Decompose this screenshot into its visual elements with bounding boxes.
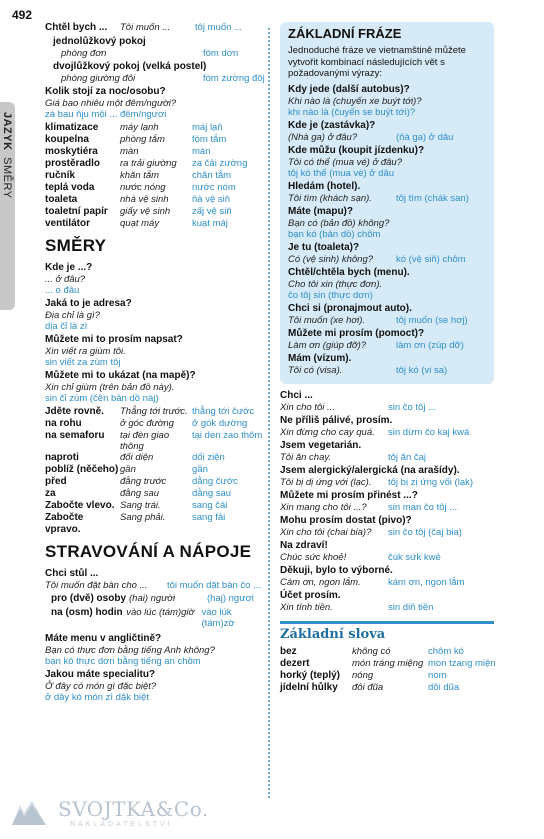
pronunciation: làm ơn (zúp dỡ) <box>396 339 464 351</box>
food-phrases-list <box>280 390 496 613</box>
publisher-name: SVOJTKA&Co. <box>58 797 209 821</box>
vietnamese-phrase: Ở đây có món gì đặc biệt? <box>45 681 157 692</box>
translation-row <box>280 577 496 588</box>
phrase-entry <box>45 86 265 120</box>
food-term-row <box>51 607 265 629</box>
czech-term: horký (teplý) <box>280 669 341 681</box>
vietnamese-term: ra trải giường <box>120 158 177 169</box>
czech-term: Jděte rovně. <box>45 406 104 417</box>
side-tab-text: SMĚRY <box>1 157 13 199</box>
pronunciation: bạn kó (bản dồ) chôm <box>288 228 381 240</box>
room-item-row <box>45 218 265 230</box>
vietnamese-term: máy lạnh <box>120 122 159 133</box>
vocab-row <box>280 670 496 682</box>
pronunciation: ňà vệ siň <box>192 194 231 205</box>
czech-term: naproti <box>45 452 79 463</box>
directions-heading: SMĚRY <box>45 236 107 255</box>
basic-phrase <box>288 206 486 240</box>
vietnamese-phrase: Bạn có (bản đồ) không? <box>288 217 390 229</box>
pronunciation: sin čo tôj (čaj bia) <box>388 526 462 538</box>
direction-term-row <box>45 406 265 418</box>
direction-term-row <box>45 500 265 512</box>
food-phrase <box>280 590 496 613</box>
direction-term-row <box>45 430 265 452</box>
translation-row <box>288 193 486 204</box>
translation-row <box>288 315 486 326</box>
czech-phrase: Můžete mi prosím (pomoct)? <box>288 327 425 339</box>
pronunciation: tôj muốn (se hơj) <box>396 314 468 326</box>
room-item-row <box>45 146 265 158</box>
vietnamese-term: nhà vệ sinh <box>120 194 169 205</box>
vocab-row <box>280 646 496 658</box>
pronunciation: (haj) ngươi <box>207 593 254 604</box>
czech-phrase: Jsem vegetarián. <box>280 439 362 451</box>
vietnamese-term: món tráng miệng <box>352 657 424 669</box>
pronunciation: sin diň tiền <box>388 601 434 613</box>
food-phrase <box>45 633 265 667</box>
czech-phrase: Jsem alergický/alergická (na arašídy). <box>280 464 460 476</box>
pronunciation: sang čái <box>192 500 228 511</box>
pronunciation: sin viết za zùm tôj <box>45 357 121 368</box>
czech-phrase: Mohu prosím dostat (pivo)? <box>280 514 412 526</box>
translation-row <box>280 402 496 413</box>
vietnamese-term: đối diện <box>120 452 154 463</box>
direction-phrase <box>45 370 265 404</box>
pronunciation: tôj ăn čaj <box>388 451 427 463</box>
room-item-row <box>45 170 265 182</box>
box-phrases-list <box>288 84 486 376</box>
pronunciation: tôj tìm (chák san) <box>396 192 469 204</box>
direction-terms-list <box>45 406 265 536</box>
food-term-row <box>51 593 265 605</box>
left-column <box>45 22 265 705</box>
phrase-entry <box>45 36 265 59</box>
czech-term: jídelní hůlky <box>280 681 338 693</box>
czech-term: klimatizace <box>45 122 99 133</box>
vietnamese-phrase: Bạn có thực đơn bằng tiếng Anh không? <box>45 645 215 656</box>
czech-phrase: Kdy jede (další autobus)? <box>288 83 410 95</box>
vietnamese-term: ở góc đường <box>120 418 174 429</box>
box-title: ZÁKLADNÍ FRÁZE <box>288 26 402 41</box>
food-phrase <box>280 540 496 563</box>
czech-phrase: Chtěl/chtěla bych (menu). <box>288 266 410 278</box>
food-phrase <box>280 490 496 513</box>
pronunciation: tại den zao thôm <box>192 430 263 441</box>
pronunciation: fòm tắm <box>192 134 227 145</box>
czech-phrase: Chtěl bych ... <box>45 22 108 33</box>
vietnamese-phrase: Tôi bị dị ứng với (lạc). <box>280 476 372 488</box>
pronunciation: chăn tắm <box>192 170 232 181</box>
translation-row <box>53 48 265 59</box>
czech-term: na rohu <box>45 418 82 429</box>
direction-phrase <box>45 262 265 296</box>
vietnamese-phrase: Chúc sức khoẻ! <box>280 551 347 563</box>
pronunciation: za čải zường <box>192 158 248 169</box>
vietnamese-term: Sang trái. <box>120 500 161 511</box>
translation-row <box>280 477 496 488</box>
publisher-sub: NAKLADATELSTVÍ <box>70 821 173 828</box>
basic-phrase <box>288 267 486 301</box>
czech-phrase: Kde je (zastávka)? <box>288 119 376 131</box>
vietnamese-phrase: ... ở đâu? <box>45 274 86 285</box>
pronunciation: dịa čỉ là zì <box>45 321 88 332</box>
czech-phrase: Hledám (hotel). <box>288 180 361 192</box>
vietnamese-phrase: Giá bao nhiêu một đêm/người? <box>45 98 177 109</box>
czech-term: bez <box>280 645 297 657</box>
czech-phrase: Účet prosím. <box>280 589 341 601</box>
vietnamese-term: đằng trước <box>120 476 167 487</box>
czech-phrase: Můžete mi prosím přinést ...? <box>280 489 418 501</box>
vietnamese-term: đằng sau <box>120 488 160 499</box>
vietnamese-term: không có <box>352 645 391 657</box>
pronunciation: dằng čước <box>192 476 238 487</box>
food-phrase <box>280 415 496 438</box>
pronunciation: sang fải <box>192 512 226 523</box>
room-item-row <box>45 182 265 194</box>
pronunciation: khi nào là (čuyến se buýt tới)? <box>288 106 416 118</box>
basic-phrase <box>288 303 486 326</box>
czech-phrase: dvojlůžkový pokoj (velká postel) <box>53 61 207 72</box>
room-item-row <box>45 206 265 218</box>
vietnamese-phrase: Cho tôi xin (thực đơn). <box>288 278 383 290</box>
czech-term: na (osm) hodin <box>51 607 123 618</box>
czech-term: ventilátor <box>45 218 91 229</box>
basic-phrase <box>288 353 486 376</box>
czech-term: moskytiéra <box>45 146 98 157</box>
direction-term-row <box>45 464 265 476</box>
pronunciation: sin čo tôj ... <box>388 401 437 413</box>
vietnamese-phrase: Xin mang cho tôi ...? <box>280 501 367 513</box>
pronunciation: sin man čo tôj ... <box>388 501 458 513</box>
pronunciation: kám ơn, ngon lắm <box>388 576 465 588</box>
vietnamese-term: Thẳng tới trước. <box>120 406 188 417</box>
pronunciation: chôm kó <box>428 645 464 657</box>
czech-phrase: Kde je ...? <box>45 262 93 273</box>
vietnamese-phrase: Địa chỉ là gì? <box>45 310 100 321</box>
direction-term-row <box>45 452 265 464</box>
pronunciation: ở gók dường <box>192 418 248 429</box>
vietnamese-term: quạt máy <box>120 218 160 229</box>
vietnamese-phrase: Tôi ăn chay. <box>280 451 332 463</box>
vocab-row <box>280 658 496 670</box>
vocab-heading: Základní slova <box>280 621 494 642</box>
side-tab-bold: JAZYK <box>1 112 13 151</box>
vietnamese-phrase: phòng đơn <box>61 48 107 59</box>
basic-phrase <box>288 242 486 265</box>
vietnamese-term: vào lúc (tám)giờ <box>126 607 195 618</box>
pronunciation: ở dây kó món zì dặk biệt <box>45 692 149 703</box>
pronunciation: nom <box>428 669 447 681</box>
vocab-list <box>280 646 496 694</box>
food-phrase <box>45 568 265 591</box>
czech-term: toaleta <box>45 194 78 205</box>
translation-row <box>288 365 486 376</box>
food-phrase <box>280 515 496 538</box>
basic-phrase <box>288 181 486 204</box>
pronunciation: màn <box>192 146 211 157</box>
pronunciation: kuạt máj <box>192 218 228 229</box>
vietnamese-term: gần <box>120 464 136 475</box>
pronunciation: dối ziện <box>192 452 225 463</box>
czech-term: Zabočte vpravo. <box>45 512 84 535</box>
direction-term-row <box>45 418 265 430</box>
czech-term: koupelna <box>45 134 89 145</box>
pronunciation: tôj kó (vi sa) <box>396 364 448 376</box>
vietnamese-phrase: Xin chỉ giùm (trên bản đồ này). <box>45 382 175 393</box>
food-phrase <box>280 440 496 463</box>
vocab-row <box>280 682 496 694</box>
lodging-section <box>45 22 265 120</box>
translation-row <box>288 254 486 265</box>
publisher-logo-icon <box>10 799 48 827</box>
translation-row <box>45 580 265 591</box>
room-item-row <box>45 194 265 206</box>
vietnamese-phrase: Tôi muốn (xe hơi). <box>288 314 366 326</box>
czech-phrase: Mám (vízum). <box>288 352 352 364</box>
side-tab <box>0 102 15 310</box>
pronunciation: ... o đâu <box>45 285 80 296</box>
pronunciation: dôi dũa <box>428 681 460 693</box>
pronunciation: fòm zường đôj <box>203 73 265 84</box>
pronunciation: nước nóm <box>192 182 236 193</box>
basic-phrase <box>288 120 486 143</box>
czech-phrase: Kolik stojí za noc/osobu? <box>45 86 166 97</box>
czech-term: toaletní papír <box>45 206 108 217</box>
translation-row <box>280 452 496 463</box>
czech-term: teplá voda <box>45 182 95 193</box>
food-list <box>45 568 265 703</box>
czech-term: na semaforu <box>45 430 105 441</box>
vietnamese-phrase: Tôi muốn đặt bàn cho ... <box>45 580 148 591</box>
czech-phrase: Chci si (pronajmout auto). <box>288 302 412 314</box>
czech-phrase: Máte menu v angličtině? <box>45 633 162 644</box>
czech-phrase: Máte (mapu)? <box>288 205 353 217</box>
side-tab-label <box>1 112 13 199</box>
vietnamese-phrase: Có (vệ sinh) không? <box>288 253 374 265</box>
czech-phrase: Kde můžu (koupit jízdenku)? <box>288 144 425 156</box>
translation-row <box>280 602 496 613</box>
vietnamese-phrase: Xin cho tôi ... <box>280 401 335 413</box>
room-item-row <box>45 122 265 134</box>
pronunciation: vào lúk (tám)zờ <box>201 607 235 629</box>
vietnamese-term: (hai) người <box>129 593 176 604</box>
pronunciation: kó (vệ siň) chôm <box>396 253 466 265</box>
vietnamese-phrase: Tôi có (visa). <box>288 364 343 376</box>
czech-term: před <box>45 476 67 487</box>
vietnamese-phrase: Xin tính tiền. <box>280 601 333 613</box>
czech-phrase: Chci ... <box>280 389 313 401</box>
vietnamese-term: nóng <box>352 669 374 681</box>
pronunciation: tôi muốn dặt bàn čo ... <box>167 580 262 591</box>
food-terms-list <box>45 593 265 629</box>
direction-phrase <box>45 298 265 332</box>
czech-phrase: Na zdraví! <box>280 539 328 551</box>
right-column <box>274 22 496 694</box>
directions-list <box>45 262 265 404</box>
translation-row <box>280 527 496 538</box>
basic-phrase <box>288 145 486 179</box>
czech-phrase: Ne příliš pálivé, prosím. <box>280 414 393 426</box>
vietnamese-term: đôi đũa <box>352 681 384 693</box>
czech-phrase: Je tu (toaleta)? <box>288 241 360 253</box>
pronunciation: čúk sứk kwẻ <box>388 551 441 563</box>
pronunciation: zá bau ňju mội ... đêm/ngươi <box>45 109 167 120</box>
direction-phrase <box>45 334 265 368</box>
vietnamese-phrase: Xin viết ra giùm tôi. <box>45 346 126 357</box>
czech-phrase: jednolůžkový pokoj <box>53 36 146 47</box>
czech-term: poblíž (něčeho) <box>45 464 119 475</box>
room-item-row <box>45 158 265 170</box>
food-phrases-left <box>45 633 265 703</box>
pronunciation: sin čỉ zùm (čên bản dồ nàj) <box>45 393 159 404</box>
vietnamese-term: Sang phải. <box>120 512 166 523</box>
basic-phrase <box>288 84 486 118</box>
pronunciation: zấj vệ siň <box>192 206 232 217</box>
food-phrase <box>280 390 496 413</box>
room-item-row <box>45 134 265 146</box>
direction-term-row <box>45 488 265 500</box>
column-divider <box>268 28 270 798</box>
pronunciation: (ňà ga) ở dâu <box>396 131 454 143</box>
pronunciation: máj lạň <box>192 122 223 133</box>
pronunciation: fòm dơn <box>203 48 239 59</box>
box-intro: Jednoduché fráze ve vietnamštině můžete vytvořit kombinací následujících vět s požadovanými výrazy: <box>288 45 466 79</box>
vietnamese-phrase: Tôi có thể (mua vé) ở đâu? <box>288 156 402 168</box>
food-phrase <box>45 669 265 703</box>
vietnamese-phrase: Xin cho tôi (chai bia)? <box>280 526 372 538</box>
food-phrase <box>280 565 496 588</box>
czech-term: pro (dvě) osoby <box>51 593 127 604</box>
czech-phrase: Můžete mi to prosím napsat? <box>45 334 183 345</box>
pronunciation: čo tôj sin (thực dơn) <box>288 289 373 301</box>
phrase-entry <box>45 61 265 84</box>
czech-term: prostěradlo <box>45 158 101 169</box>
vietnamese-phrase: phòng giường đôi <box>61 73 136 84</box>
czech-phrase: Chci stůl ... <box>45 568 99 579</box>
vietnamese-term: khăn tắm <box>120 170 160 181</box>
vietnamese-phrase: Tôi muốn ... <box>120 22 171 33</box>
translation-row <box>53 73 265 84</box>
czech-term: dezert <box>280 657 310 669</box>
translation-row <box>280 427 496 438</box>
vietnamese-phrase: Làm ơn (giúp đỡ)? <box>288 339 367 351</box>
vietnamese-term: giấy vệ sinh <box>120 206 171 217</box>
czech-phrase: Jaká to je adresa? <box>45 298 132 309</box>
vietnamese-phrase: Khi nào là (chuyến xe buýt tới)? <box>288 95 422 107</box>
pronunciation: sin dừm čo kaj kwá <box>388 426 470 438</box>
phrase-row <box>45 22 265 34</box>
translation-row <box>280 502 496 513</box>
czech-phrase: Jakou máte specialitu? <box>45 669 156 680</box>
vietnamese-phrase: Xin đừng cho cay quá. <box>280 426 375 438</box>
page-number: 492 <box>12 8 33 22</box>
vietnamese-term: tại đèn giao thông <box>120 430 170 452</box>
translation-row <box>288 340 486 351</box>
food-heading: STRAVOVÁNÍ A NÁPOJE <box>45 542 252 561</box>
pronunciation: tôj kó thể (mua vé) ở dâu <box>288 167 395 179</box>
pronunciation: dằng sau <box>192 488 232 499</box>
publisher-logo <box>10 795 230 835</box>
basic-phrase <box>288 328 486 351</box>
food-phrase <box>280 465 496 488</box>
pronunciation: gần <box>192 464 208 475</box>
basic-phrases-box <box>280 22 494 384</box>
czech-term: Zabočte vlevo. <box>45 500 115 511</box>
translation-row <box>288 132 486 143</box>
pronunciation: mon tzang miện <box>428 657 496 669</box>
vietnamese-term: màn <box>120 146 139 157</box>
vietnamese-term: nước nóng <box>120 182 166 193</box>
czech-term: ručník <box>45 170 76 181</box>
vietnamese-phrase: (Nhà ga) ở đâu? <box>288 131 358 143</box>
vietnamese-phrase: Tôi tìm (khách sạn). <box>288 192 372 204</box>
czech-phrase: Děkuji, bylo to výborné. <box>280 564 393 576</box>
pronunciation: tôj muốn ... <box>195 22 242 33</box>
vietnamese-phrase: Cám ơn, ngon lắm. <box>280 576 361 588</box>
translation-row <box>280 552 496 563</box>
vietnamese-term: phòng tắm <box>120 134 165 145</box>
pronunciation: thẳng tới čước <box>192 406 255 417</box>
pronunciation: tôj bị zị ứng vối (lạk) <box>388 476 474 488</box>
pronunciation: bạn kó thực dơn bằng tiếng an chôm <box>45 656 201 667</box>
room-items-list <box>45 122 265 230</box>
czech-term: za <box>45 488 56 499</box>
czech-phrase: Můžete mi to ukázat (na mapě)? <box>45 370 196 381</box>
direction-term-row <box>45 476 265 488</box>
direction-term-row <box>45 512 265 536</box>
